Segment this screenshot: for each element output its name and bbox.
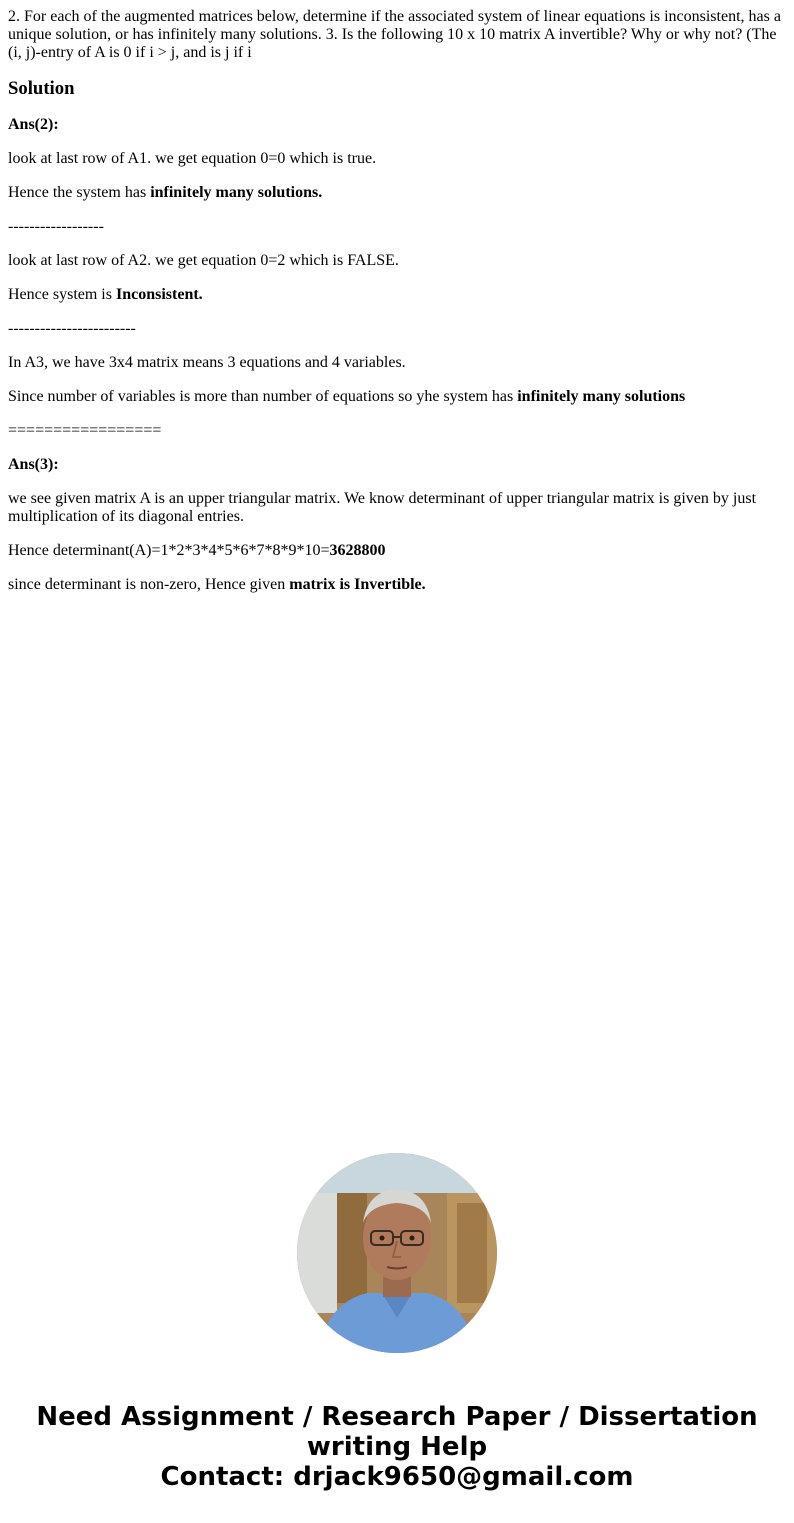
footer-line-2: writing Help	[306, 1432, 488, 1462]
ans2-a2-result-bold: Inconsistent.	[115, 286, 203, 303]
section-divider: =================	[8, 422, 162, 439]
footer-banner	[0, 1402, 794, 1492]
ans3-conclusion: since determinant is non-zero, Hence given matrix is Invertible.	[8, 576, 426, 593]
ans2-a1-text: look at last row of A1. we get equation 0=0 which is true.	[8, 150, 377, 167]
ans3-text: we see given matrix A is an upper triangular matrix. We know determinant of upper triangular matrix is given by just multiplication of its diagonal entries.	[8, 490, 757, 525]
divider: ------------------------	[8, 320, 136, 337]
ans2-a1-result-bold: infinitely many solutions.	[150, 184, 323, 201]
divider: ------------------	[8, 218, 104, 235]
conclusion-bold: matrix is Invertible.	[289, 576, 426, 593]
ans2-a3-result-bold: infinitely many solutions	[517, 388, 686, 405]
ans2-a3-text: In A3, we have 3x4 matrix means 3 equations and 4 variables.	[8, 354, 406, 371]
ans2-a3-result: Since number of variables is more than number of equations so yhe system has infinitely many solutions	[8, 388, 686, 405]
solution-document	[8, 8, 786, 610]
ans3-label: Ans(3):	[8, 456, 59, 473]
solution-heading: Solution	[8, 78, 75, 99]
footer-contact: Contact: drjack9650@gmail.com	[160, 1462, 634, 1492]
avatar	[297, 1153, 497, 1353]
footer-line-1: Need Assignment / Research Paper / Dissertation	[36, 1402, 758, 1432]
ans2-a1-result: Hence the system has infinitely many solutions.	[8, 184, 323, 201]
question-text: 2. For each of the augmented matrices below, determine if the associated system of linear equations is inconsistent, has a unique solution, or has infinitely many solutions. 3. Is the following 10 x 10 matrix A invertible? Why or why not? (The (i, j)-entry of A is 0 if i > j, and is j if i	[8, 8, 781, 61]
ans2-label: Ans(2):	[8, 116, 59, 133]
ans3-determinant: Hence determinant(A)=1*2*3*4*5*6*7*8*9*10=3628800	[8, 542, 386, 559]
avatar-portrait	[297, 1153, 497, 1353]
ans2-a2-result: Hence system is Inconsistent.	[8, 286, 203, 303]
ans2-a2-text: look at last row of A2. we get equation 0=2 which is FALSE.	[8, 252, 399, 269]
determinant-value: 3628800	[329, 542, 386, 559]
